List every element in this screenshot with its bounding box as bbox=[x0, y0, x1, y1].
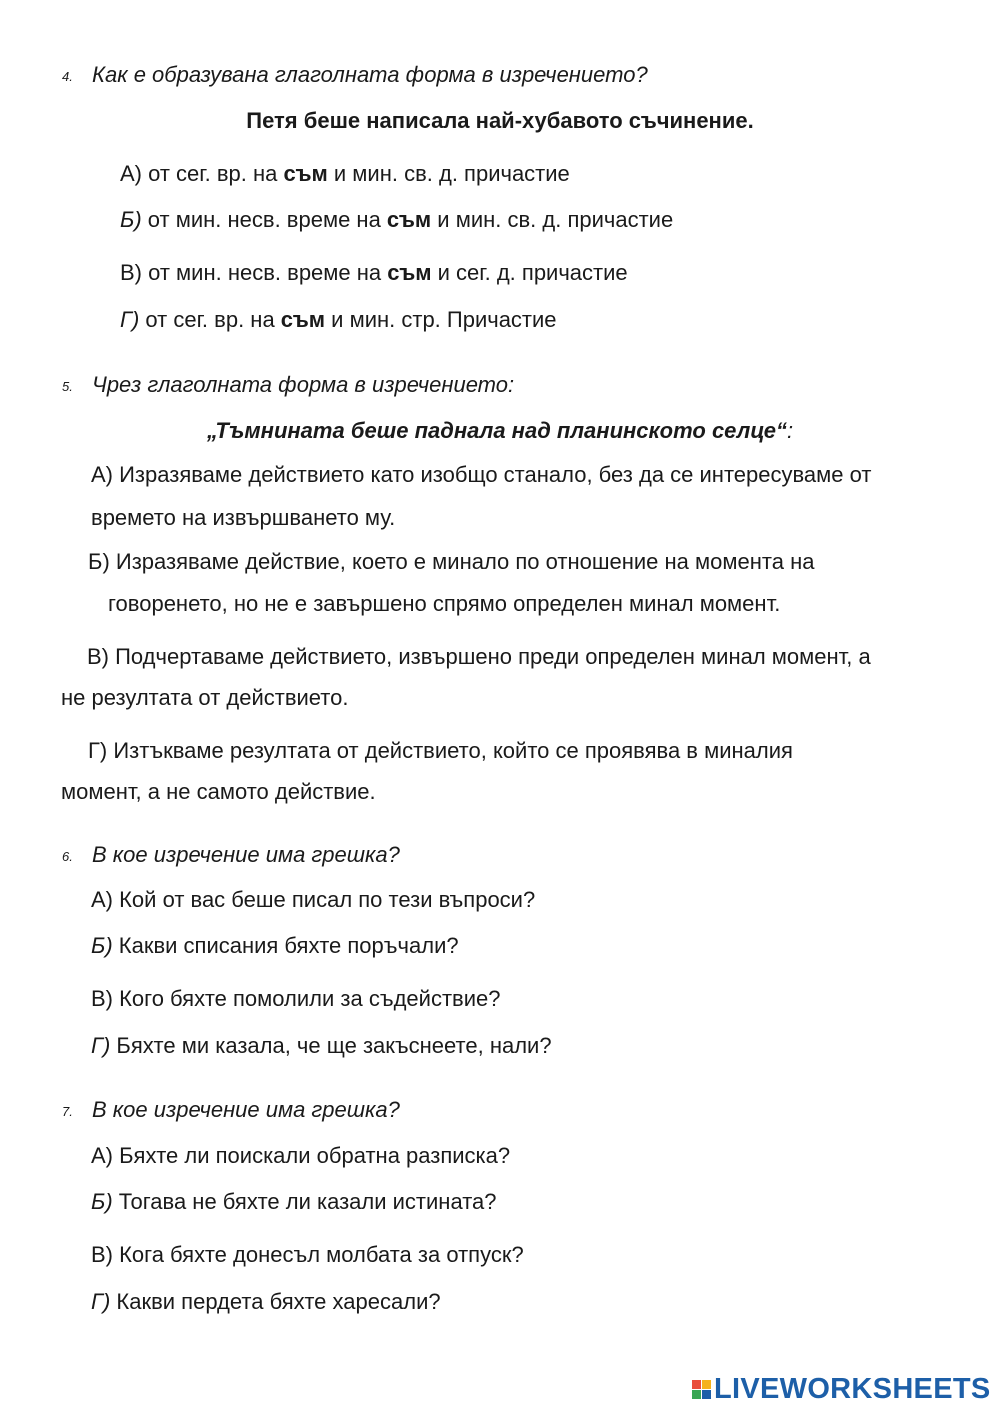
logo-square bbox=[702, 1380, 711, 1389]
question-text: Как е образувана глаголната форма в изречението? bbox=[92, 62, 648, 87]
option-c[interactable]: В) от мин. несв. време на съм и сег. д. причастие bbox=[120, 260, 628, 285]
liveworksheets-logo bbox=[692, 1374, 991, 1404]
logo-square bbox=[702, 1390, 711, 1399]
example-sentence: „Тъмнината беше паднала над планинското селце“: bbox=[206, 418, 794, 443]
option-a[interactable]: А) Кой от вас беше писал по тези въпроси? bbox=[91, 887, 536, 912]
logo-square bbox=[692, 1380, 701, 1389]
example-sentence: Петя беше написала най-хубавото съчинение. bbox=[246, 108, 754, 133]
option-b[interactable]: Б) Какви списания бяхте поръчали? bbox=[91, 933, 459, 958]
question-number: 4. bbox=[62, 69, 73, 84]
option-c[interactable]: В) Кога бяхте донесъл молбата за отпуск? bbox=[91, 1242, 524, 1267]
option-d[interactable]: Г) Какви пердета бяхте харесали? bbox=[91, 1289, 441, 1314]
option-b[interactable]: Б) Тогава не бяхте ли казали истината? bbox=[91, 1189, 497, 1214]
logo-square bbox=[692, 1390, 701, 1399]
question-text: В кое изречение има грешка? bbox=[92, 1097, 400, 1122]
question-number: 7. bbox=[62, 1104, 73, 1119]
question-text: В кое изречение има грешка? bbox=[92, 842, 400, 867]
question-number: 5. bbox=[62, 379, 73, 394]
option-d[interactable]: Г) от сег. вр. на съм и мин. стр. Причастие bbox=[120, 307, 557, 332]
option-b[interactable]: Б) от мин. несв. време на съм и мин. св. д. причастие bbox=[120, 207, 674, 232]
option-a[interactable]: А) Бяхте ли поискали обратна разписка? bbox=[91, 1143, 511, 1168]
logo-icon bbox=[692, 1380, 711, 1399]
question-text: Чрез глаголната форма в изречението: bbox=[92, 372, 515, 397]
question-number: 6. bbox=[62, 849, 73, 864]
option-c[interactable]: В) Кого бяхте помолили за съдействие? bbox=[91, 986, 501, 1011]
option-a[interactable]: А) от сег. вр. на съм и мин. св. д. причастие bbox=[120, 161, 570, 186]
option-d[interactable]: Г) Бяхте ми казала, че ще закъснеете, нали? bbox=[91, 1033, 552, 1058]
logo-text: LIVEWORKSHEETS bbox=[714, 1372, 991, 1405]
